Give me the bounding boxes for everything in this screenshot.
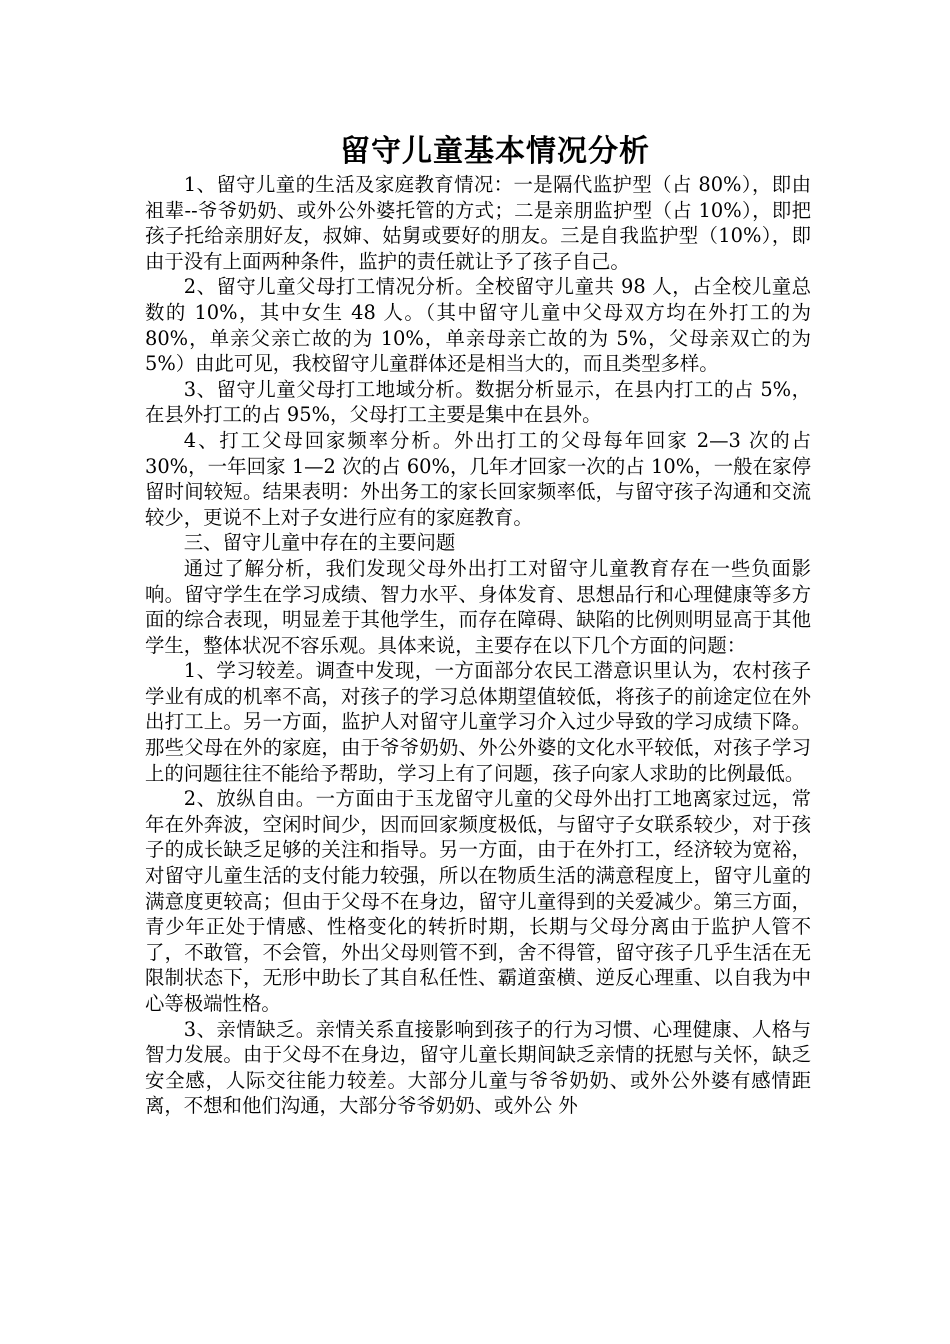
paragraph-return-frequency: 4、打工父母回家频率分析。外出打工的父母每年回家 2—3 次的占 30%，一年回家 1—2 次的占 60%，几年才回家一次的占 10%，一般在家停留时间较短。结果表明：外出务工的家长回家频率低，与留守孩子沟通和交流较少，更说不上对子女进行应有的家庭教育。	[145, 428, 811, 529]
document-title: 留守儿童基本情况分析	[340, 134, 650, 169]
paragraph-work-region: 3、留守儿童父母打工地域分析。数据分析显示，在县内打工的占 5%，在县外打工的占 95%，父母打工主要是集中在县外。	[145, 377, 811, 427]
paragraph-poor-study: 1、学习较差。调查中发现，一方面部分农民工潜意识里认为，农村孩子学业有成的机率不高，对孩子的学习总体期望值较低，将孩子的前途定位在外出打工上。另一方面，监护人对留守儿童学习介入过少导致的学习成绩下降。那些父母在外的家庭，由于爷爷奶奶、外公外婆的文化水平较低，对孩子学习上的问题往往不能给予帮助，学习上有了问题，孩子向家人求助的比例最低。	[145, 659, 811, 785]
paragraph-indulgence: 2、放纵自由。一方面由于玉龙留守儿童的父母外出打工地离家过远，常年在外奔波，空闲时间少，因而回家频度极低，与留守子女联系较少，对于孩子的成长缺乏足够的关注和指导。另一方面，由于在外打工，经济较为宽裕，对留守儿童生活的支付能力较强，所以在物质生活的满意程度上，留守儿童的满意度更较高；但由于父母不在身边，留守儿童得到的关爱减少。第三方面，青少年正处于情感、性格变化的转折时期，长期与父母分离由于监护人管不了，不敢管，不会管，外出父母则管不到，舍不得管，留守孩子几乎生活在无限制状态下，无形中助长了其自私任性、霸道蛮横、逆反心理重、以自我为中心等极端性格。	[145, 787, 811, 1015]
section-heading-main-problems: 三、留守儿童中存在的主要问题	[183, 531, 456, 555]
document-body	[145, 172, 811, 1119]
paragraph-guardian-types: 1、留守儿童的生活及家庭教育情况：一是隔代监护型（占 80%），即由祖辈--爷爷奶奶、或外公外婆托管的方式；二是亲朋监护型（占 10%），即把孩子托给亲朋好友，叔婶、姑舅或要好的朋友。三是自我监护型（10%），即由于没有上面两种条件，监护的责任就让予了孩子自己。	[145, 173, 811, 273]
paragraph-parents-work: 2、留守儿童父母打工情况分析。全校留守儿童共 98 人，占全校儿童总数的 10%，其中女生 48 人。（其中留守儿童中父母双方均在外打工的为 80%，单亲父亲亡故的为 10%，单亲母亲亡故的为 5%，父母亲双亡的为 5%）由此可见，我校留守儿童群体还是相当大的，而且类型多样。	[145, 275, 811, 376]
paragraph-lack-of-affection: 3、亲情缺乏。亲情关系直接影响到孩子的行为习惯、心理健康、人格与智力发展。由于父母不在身边，留守儿童长期间缺乏亲情的抚慰与关怀，缺乏安全感，人际交往能力较差。大部分儿童与爷爷奶奶、或外公外婆有感情距离，不想和他们沟通，大部分爷爷奶奶、或外公 外	[145, 1017, 811, 1118]
paragraph-problems-intro: 通过了解分析，我们发现父母外出打工对留守儿童教育存在一些负面影响。留守学生在学习成绩、智力水平、身体发育、思想品行和心理健康等多方面的综合表现，明显差于其他学生，而存在障碍、缺陷的比例则明显高于其他学生，整体状况不容乐观。具体来说，主要存在以下几个方面的问题：	[145, 556, 811, 657]
